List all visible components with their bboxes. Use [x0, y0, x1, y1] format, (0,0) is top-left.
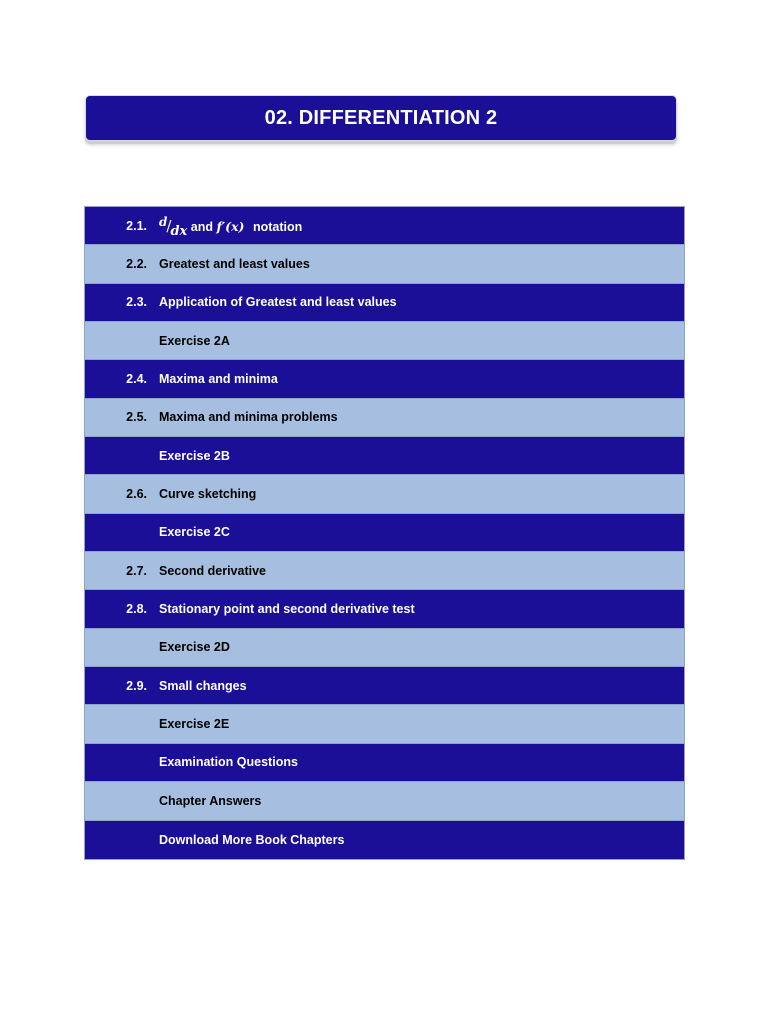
toc-label: Maxima and minima: [159, 372, 278, 387]
toc-row-notation[interactable]: [85, 207, 684, 245]
toc-row[interactable]: [85, 667, 684, 705]
toc-label: Exercise 2D: [159, 640, 230, 655]
table-of-contents: [84, 206, 685, 860]
toc-number: 2.2.: [126, 257, 147, 272]
toc-number: 2.3.: [126, 295, 147, 310]
toc-label: Maxima and minima problems: [159, 410, 338, 425]
toc-row[interactable]: [85, 437, 684, 475]
math-fprime: f′(x): [216, 218, 245, 234]
toc-row[interactable]: [85, 284, 684, 322]
chapter-title: 02. DIFFERENTIATION 2: [264, 106, 498, 129]
toc-label: Exercise 2A: [159, 333, 230, 348]
toc-row[interactable]: [85, 360, 684, 398]
toc-row-chapter-answers[interactable]: [85, 782, 684, 820]
toc-number: 2.6.: [126, 487, 147, 502]
toc-label: Stationary point and second derivative test: [159, 602, 415, 617]
toc-number: 2.5.: [126, 410, 147, 425]
toc-notation-text: notation: [252, 219, 303, 234]
toc-label: Chapter Answers: [159, 793, 262, 808]
toc-row-download-more[interactable]: [85, 821, 684, 859]
math-d: d: [159, 214, 168, 229]
toc-number: 2.7.: [126, 563, 147, 578]
toc-row[interactable]: [85, 552, 684, 590]
toc-row[interactable]: [85, 475, 684, 513]
toc-label: Small changes: [159, 678, 247, 693]
toc-label: Greatest and least values: [159, 257, 310, 272]
toc-label: Exercise 2B: [159, 448, 230, 463]
toc-row[interactable]: [85, 322, 684, 360]
toc-row[interactable]: [85, 245, 684, 283]
toc-row[interactable]: [85, 705, 684, 743]
toc-and-text: and: [190, 219, 214, 234]
toc-label: Download More Book Chapters: [159, 832, 345, 847]
toc-row[interactable]: [85, 399, 684, 437]
toc-number: 2.4.: [126, 372, 147, 387]
toc-label: [147, 214, 303, 239]
toc-label: Examination Questions: [159, 755, 298, 770]
chapter-title-banner: [85, 95, 677, 141]
math-slash: /: [166, 216, 172, 235]
toc-label: Application of Greatest and least values: [159, 295, 397, 310]
toc-row[interactable]: [85, 590, 684, 628]
toc-label: Second derivative: [159, 563, 266, 578]
math-dx: dx: [170, 223, 188, 239]
toc-label: Curve sketching: [159, 487, 257, 502]
toc-number: 2.9.: [126, 678, 147, 693]
toc-number: 2.8.: [126, 602, 147, 617]
toc-label: Exercise 2C: [159, 525, 230, 540]
toc-row[interactable]: [85, 514, 684, 552]
toc-number: 2.1.: [126, 218, 147, 233]
toc-label: Exercise 2E: [159, 717, 230, 732]
toc-row[interactable]: [85, 629, 684, 667]
toc-row-examination-questions[interactable]: [85, 744, 684, 782]
